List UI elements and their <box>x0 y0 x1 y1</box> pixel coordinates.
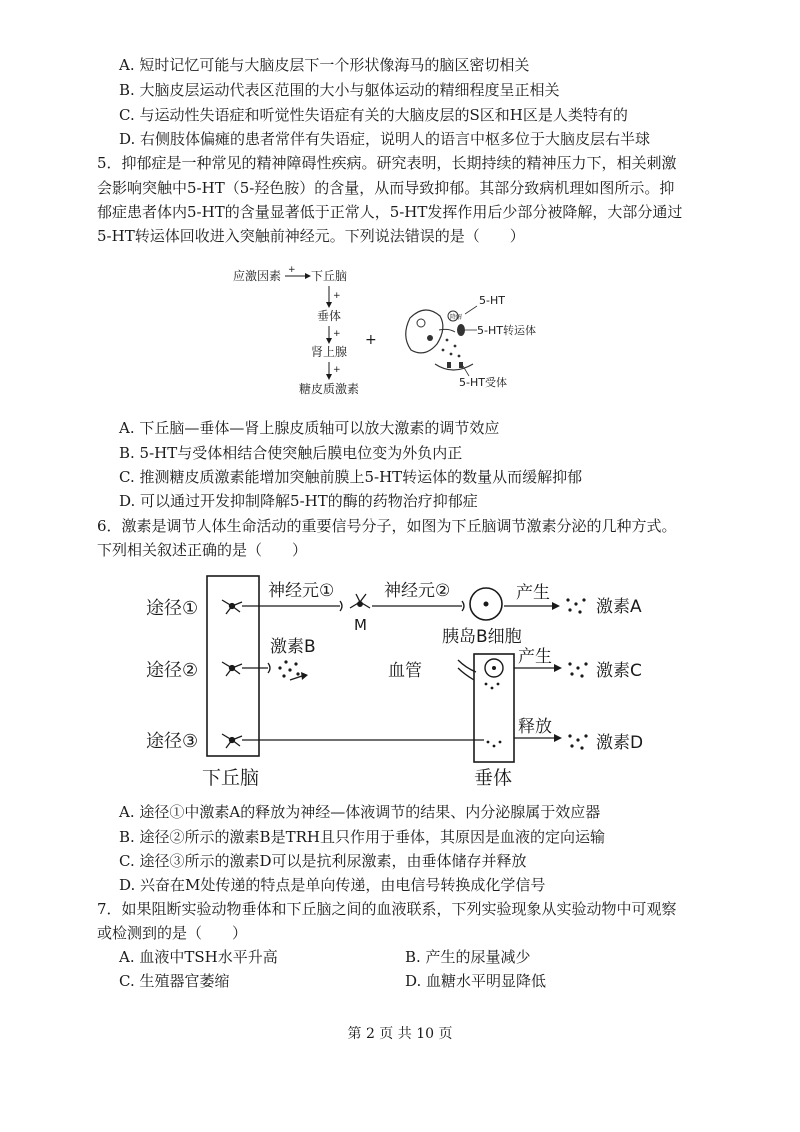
nucleus-icon <box>492 666 496 670</box>
pituitary-label: 垂体 <box>317 309 342 323</box>
vesicle <box>417 319 425 327</box>
q4-option-c: C. 与运动性失语症和听觉性失语症有关的大脑皮层的S区和H区是人类特有的 <box>119 106 628 124</box>
hormone-b-dots <box>278 660 299 677</box>
secretion-dots <box>485 683 502 748</box>
q4-option-a: A. 短时记忆可能与大脑皮层下一个形状像海马的脑区密切相关 <box>119 56 530 74</box>
q7-stem-line: 7．如果阻断实验动物垂体和下丘脑之间的血液联系，下列实验现象从实验动物中可观察 <box>97 900 677 918</box>
synapse-terminal <box>268 663 270 673</box>
q4-option-d: D. 右侧肢体偏瘫的患者常伴有失语症，说明人的语言中枢多位于大脑皮层右半球 <box>119 130 651 148</box>
arrow-head <box>326 374 332 380</box>
path1-label: 途径① <box>146 598 199 619</box>
transporter-label: 5-HT转运体 <box>477 324 536 337</box>
q5-stem-line: 5．抑郁症是一种常见的精神障碍性疾病。研究表明，长期持续的精神压力下，相关刺激 <box>97 154 677 172</box>
q7-stem-line: 或检测到的是（ ） <box>97 924 248 942</box>
synapse-terminal <box>462 601 464 611</box>
blood-vessel-label: 血管 <box>388 661 422 681</box>
hypothalamus-label: 下丘脑 <box>311 269 348 283</box>
neuron-icon <box>222 662 242 676</box>
m-label: M <box>354 616 367 634</box>
q5-option-a: A. 下丘脑—垂体—肾上腺皮质轴可以放大激素的调节效应 <box>119 419 500 437</box>
hormone-a-label: 激素A <box>596 597 642 617</box>
receptor-label: 5-HT受体 <box>459 376 507 389</box>
5ht-dot <box>454 345 457 348</box>
synapse-terminal <box>340 601 342 611</box>
q4-option-b: B. 大脑皮层运动代表区范围的大小与躯体运动的精细程度呈正相关 <box>119 81 560 99</box>
glucocorticoid-label: 糖皮质激素 <box>299 382 360 396</box>
q5-figure-svg <box>225 258 585 408</box>
q7-option-d: D. 血糖水平明显降低 <box>405 972 547 990</box>
arrow-head <box>326 338 332 344</box>
islet-b-label: 胰岛B细胞 <box>442 627 522 647</box>
adrenal-label: 肾上腺 <box>311 345 348 359</box>
hypothalamus-label: 下丘脑 <box>202 767 260 789</box>
release-label: 释放 <box>518 717 552 737</box>
hormone-a-dots <box>566 598 585 613</box>
plus-sign: + <box>288 265 296 275</box>
q7-option-b: B. 产生的尿量减少 <box>405 948 531 966</box>
pointer-line <box>465 306 477 314</box>
hormone-c-dots <box>568 662 587 677</box>
receptor-icon <box>459 362 463 368</box>
path3-label: 途径③ <box>146 731 199 752</box>
degrade-label: 降解 <box>450 314 463 321</box>
transporter-icon <box>457 324 465 336</box>
q5-stem-line: 郁症患者体内5-HT的含量显著低于正常人，5-HT发挥作用后少部分被降解，大部分通过 <box>97 203 683 221</box>
nucleus-icon <box>484 602 489 607</box>
stress-factor-label: 应激因素 <box>233 269 282 283</box>
produce1-label: 产生 <box>516 583 550 603</box>
arrow-head <box>326 302 332 308</box>
neuron-icon <box>222 600 242 614</box>
path2-label: 途径② <box>146 660 199 681</box>
neuron2-label: 神经元② <box>384 581 451 601</box>
neuron-icon <box>222 734 242 748</box>
neuron-m-icon <box>350 594 370 608</box>
q5-option-c: C. 推测糖皮质激素能增加突触前膜上5-HT转运体的数量从而缓解抑郁 <box>119 468 583 486</box>
q5-figure <box>225 258 585 408</box>
hormone-c-label: 激素C <box>596 661 642 681</box>
synapse-diagram <box>406 306 477 376</box>
arrow-head <box>552 602 560 610</box>
pituitary-label: 垂体 <box>474 767 513 789</box>
q7-option-a: A. 血液中TSH水平升高 <box>119 948 278 966</box>
arrow-head <box>554 664 562 672</box>
plus-sign: + <box>333 329 341 339</box>
5ht-dot <box>450 353 453 356</box>
hormone-d-label: 激素D <box>596 733 644 753</box>
q6-stem-line: 下列相关叙述正确的是（ ） <box>97 541 308 559</box>
vesicle <box>427 335 433 341</box>
postsynaptic-membrane <box>435 364 473 370</box>
5ht-dot <box>442 349 445 352</box>
plus-sign: + <box>333 365 341 375</box>
transporter-arrow <box>439 329 455 332</box>
neuron1-label: 神经元① <box>268 581 335 601</box>
page-number: 第 2 页 共 10 页 <box>347 1026 453 1042</box>
q6-figure-svg <box>140 572 700 794</box>
5ht-dot <box>446 339 449 342</box>
plus-sign: + <box>333 291 341 301</box>
receptor-icon <box>447 362 451 368</box>
5ht-label: 5-HT <box>479 294 505 307</box>
produce2-label: 产生 <box>518 647 552 667</box>
presynaptic-terminal <box>406 310 443 353</box>
q6-option-b: B. 途径②所示的激素B是TRH且只作用于垂体，其原因是血液的定向运输 <box>119 828 605 846</box>
q6-stem-line: 6．激素是调节人体生命活动的重要信号分子，如图为下丘脑调节激素分泌的几种方式。 <box>97 517 677 535</box>
q5-stem-line: 5-HT转运体回收进入突触前神经元。下列说法错误的是（ ） <box>97 227 525 245</box>
q5-option-d: D. 可以通过开发抑制降解5-HT的酶的药物治疗抑郁症 <box>119 492 478 510</box>
hormone-b-label: 激素B <box>270 637 316 657</box>
hormone-d-dots <box>568 734 587 749</box>
arrow <box>290 676 302 680</box>
q5-option-b: B. 5-HT与受体相结合使突触后膜电位变为外负内正 <box>119 444 463 462</box>
q7-option-c: C. 生殖器官萎缩 <box>119 972 230 990</box>
q5-stem-line: 会影响突触中5-HT（5-羟色胺）的含量，从而导致抑郁。其部分致病机理如图所示。抑 <box>97 179 675 197</box>
arrow-head <box>301 672 308 680</box>
q6-option-d: D. 兴奋在M处传递的特点是单向传递，由电信号转换成化学信号 <box>119 876 546 894</box>
q6-figure <box>140 572 700 794</box>
q6-option-c: C. 途径③所示的激素D可以是抗利尿激素，由垂体储存并释放 <box>119 852 527 870</box>
connector-plus: + <box>365 332 377 348</box>
5ht-dot <box>458 355 461 358</box>
q6-option-a: A. 途径①中激素A的释放为神经—体液调节的结果、内分泌腺属于效应器 <box>119 803 601 821</box>
arrow-head <box>554 734 562 742</box>
